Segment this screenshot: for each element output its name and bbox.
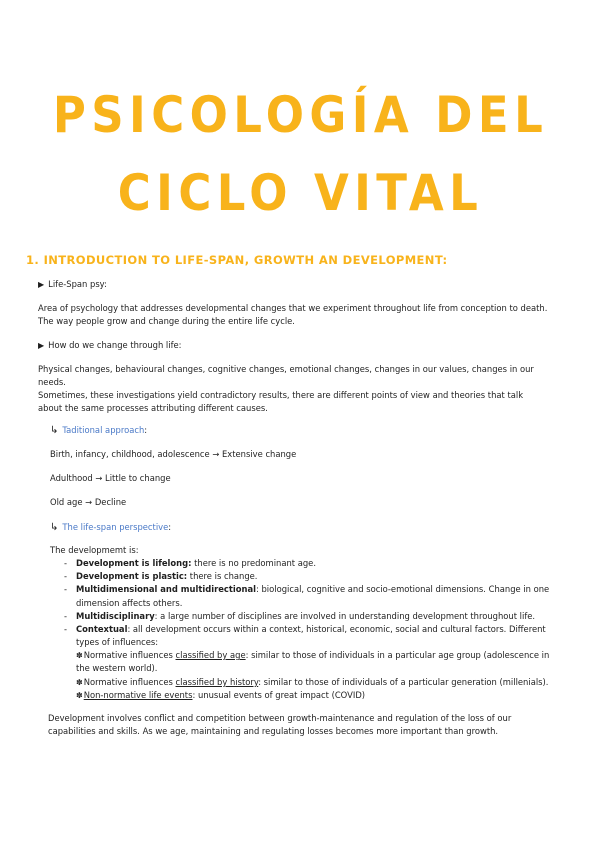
- item-term: Development is lifelong:: [76, 558, 192, 568]
- traditional-approach-label: Taditional approach: [62, 425, 145, 435]
- item-text: there is change.: [187, 571, 258, 582]
- influence-3: [76, 689, 365, 702]
- how-label: How do we change through life:: [48, 340, 182, 350]
- lifespan-label: Life-Span psy:: [48, 279, 107, 289]
- how-paragraph-2a: Sometimes, these investigations yield contradictory results, there are different points of view and theories that talk: [38, 390, 524, 400]
- item-term: Multidisciplinary: [76, 610, 155, 621]
- influence-text: Normative influences: [83, 677, 176, 687]
- star-bullet-icon: ✽: [76, 678, 83, 687]
- list-item: [76, 610, 549, 623]
- section-heading: 1. INTRODUCTION TO LIFE-SPAN, GROWTH AN DEVELOPMENT:: [26, 253, 448, 267]
- list-item: [76, 623, 549, 636]
- traditional-approach-row: [50, 424, 147, 437]
- list-item: [76, 583, 549, 596]
- item-text: : a large number of disciplines are involved in understanding development throughout life.: [154, 610, 536, 621]
- item-text: dimension affects others.: [76, 597, 183, 608]
- influence-1-cont: the western world).: [76, 663, 158, 673]
- page-title-line-2: CICLO VITAL: [117, 164, 484, 222]
- lifespan-perspective-row: [50, 521, 171, 534]
- how-paragraph-1b: needs.: [38, 377, 66, 387]
- page-title-line-1: PSICOLOGÍA DEL: [52, 86, 549, 144]
- colon: :: [144, 425, 148, 435]
- closing-paragraph-2: capabilities and skills. As we age, maintaining and regulating losses becomes more important than growth.: [48, 726, 499, 736]
- lifespan-definition-2: The way people grow and change during the entire life cycle.: [38, 316, 295, 326]
- influence-1: [76, 649, 549, 662]
- closing-paragraph-1: Development involves conflict and competition between growth-maintenance and regulation of the loss of our: [48, 713, 512, 723]
- development-intro: The developmemt is:: [50, 545, 139, 555]
- sub-arrow-icon: ↳: [50, 425, 59, 436]
- influence-underlined: classified by history: [175, 677, 259, 687]
- star-bullet-icon: ✽: [76, 651, 83, 660]
- influence-text: : similar to those of individuals of a particular generation (millenials).: [258, 677, 549, 687]
- list-item: [76, 557, 549, 570]
- development-list: [62, 557, 549, 649]
- item-term: Multidimensional and multidirectional: [76, 584, 256, 595]
- lifespan-definition-1: Area of psychology that addresses developmental changes that we experiment throughout life from conception to death.: [38, 303, 548, 313]
- traditional-line-1: Birth, infancy, childhood, adolescence → Extensive change: [50, 449, 297, 459]
- sub-arrow-icon: ↳: [50, 522, 59, 533]
- how-paragraph-1a: Physical changes, behavioural changes, cognitive changes, emotional changes, changes in our values, changes in our: [38, 364, 534, 374]
- item-text: : all development occurs within a context, historical, economic, social and cultural factors. Different: [127, 624, 546, 635]
- item-text: there is no predominant age.: [191, 558, 316, 568]
- influence-text: : unusual events of great impact (COVID): [192, 690, 366, 700]
- item-text: types of influences:: [76, 637, 159, 648]
- influence-text: Normative influences: [83, 650, 176, 660]
- item-text: : biological, cognitive and socio-emotional dimensions. Change in one: [256, 584, 550, 595]
- star-bullet-icon: ✽: [76, 691, 83, 700]
- how-paragraph-2b: about the same processes attributing different causes.: [38, 403, 268, 413]
- lifespan-perspective-label: The life-span perspective: [62, 522, 169, 532]
- item-term: Contextual: [76, 624, 128, 635]
- colon: :: [168, 522, 172, 532]
- how-label-row: [38, 339, 182, 352]
- triangle-bullet-icon: ▶: [38, 280, 45, 289]
- list-item-continuation: [76, 597, 549, 610]
- list-item: [76, 570, 549, 583]
- influence-underlined: classified by age: [175, 650, 246, 660]
- traditional-line-2: Adulthood → Little to change: [50, 473, 171, 483]
- list-item-continuation: [76, 636, 549, 649]
- item-term: Development is plastic:: [76, 571, 188, 582]
- influence-2: [76, 676, 548, 689]
- lifespan-label-row: [38, 278, 107, 291]
- triangle-bullet-icon: ▶: [38, 341, 45, 350]
- traditional-line-3: Old age → Decline: [50, 497, 127, 507]
- influence-underlined: Non-normative life events: [83, 690, 193, 700]
- influence-text: : similar to those of individuals in a particular age group (adolescence in: [245, 650, 550, 660]
